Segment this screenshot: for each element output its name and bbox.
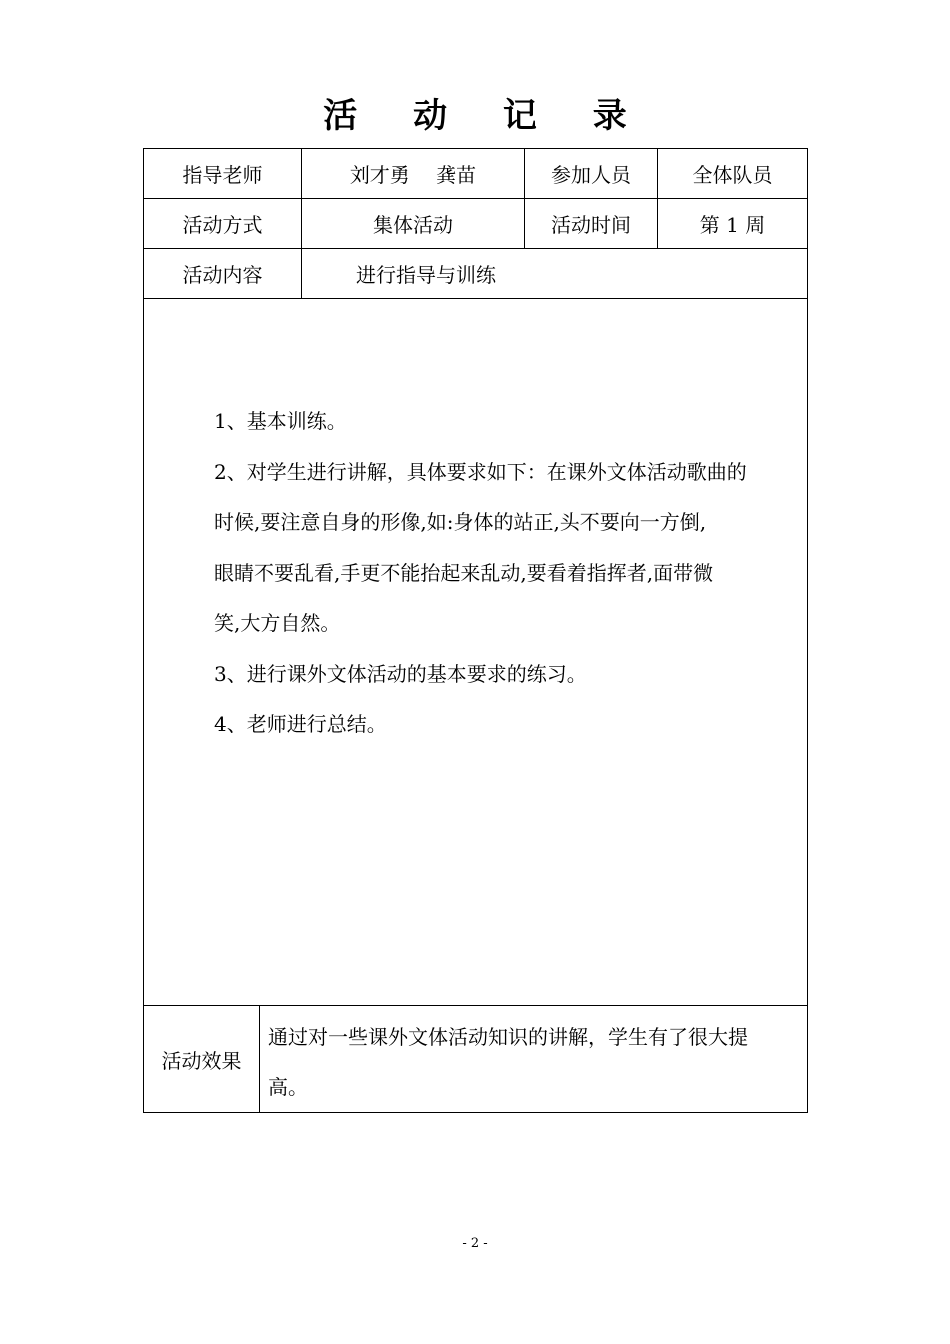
activity-content-label: 活动内容 bbox=[144, 249, 302, 299]
details-line: 3、进行课外文体活动的基本要求的练习。 bbox=[214, 661, 587, 686]
page-number: - 2 - bbox=[462, 1236, 488, 1251]
details-line: 2、对学生进行讲解，具体要求如下：在课外文体活动歌曲的 bbox=[214, 459, 747, 484]
table-row bbox=[144, 299, 808, 1006]
instructor-value: 刘才勇 龚苗 bbox=[302, 149, 525, 199]
activity-time-value: 第 1 周 bbox=[658, 199, 808, 249]
participants-label: 参加人员 bbox=[525, 149, 658, 199]
details-line: 4、老师进行总结。 bbox=[214, 712, 387, 736]
details-line: 眼睛不要乱看,手更不能抬起来乱动,要看着指挥者,面带微 bbox=[214, 560, 714, 585]
table-row bbox=[144, 249, 808, 299]
activity-mode-value: 集体活动 bbox=[302, 199, 525, 249]
activity-content-value: 进行指导与训练 bbox=[302, 249, 808, 299]
activity-effect-label: 活动效果 bbox=[144, 1006, 260, 1113]
table-row bbox=[144, 1006, 808, 1113]
table-row bbox=[144, 149, 808, 199]
participants-value: 全体队员 bbox=[658, 149, 808, 199]
activity-effect-value bbox=[260, 1006, 808, 1113]
details-line: 时候,要注意自身的形像,如:身体的站正,头不要向一方倒, bbox=[214, 510, 707, 534]
activity-mode-label: 活动方式 bbox=[144, 199, 302, 249]
activity-details-cell bbox=[144, 299, 808, 1006]
effect-line: 通过对一些课外文体活动知识的讲解，学生有了很大提 bbox=[268, 1025, 748, 1049]
table-row bbox=[144, 199, 808, 249]
activity-details bbox=[144, 299, 807, 750]
instructor-label: 指导老师 bbox=[144, 149, 302, 199]
effect-line: 高。 bbox=[268, 1075, 308, 1099]
details-line: 笑,大方自然。 bbox=[214, 611, 341, 635]
document-title: 活 动 记 录 bbox=[323, 96, 649, 136]
details-line: 1、基本训练。 bbox=[214, 409, 347, 433]
activity-record-table bbox=[143, 148, 808, 1113]
activity-time-label: 活动时间 bbox=[525, 199, 658, 249]
